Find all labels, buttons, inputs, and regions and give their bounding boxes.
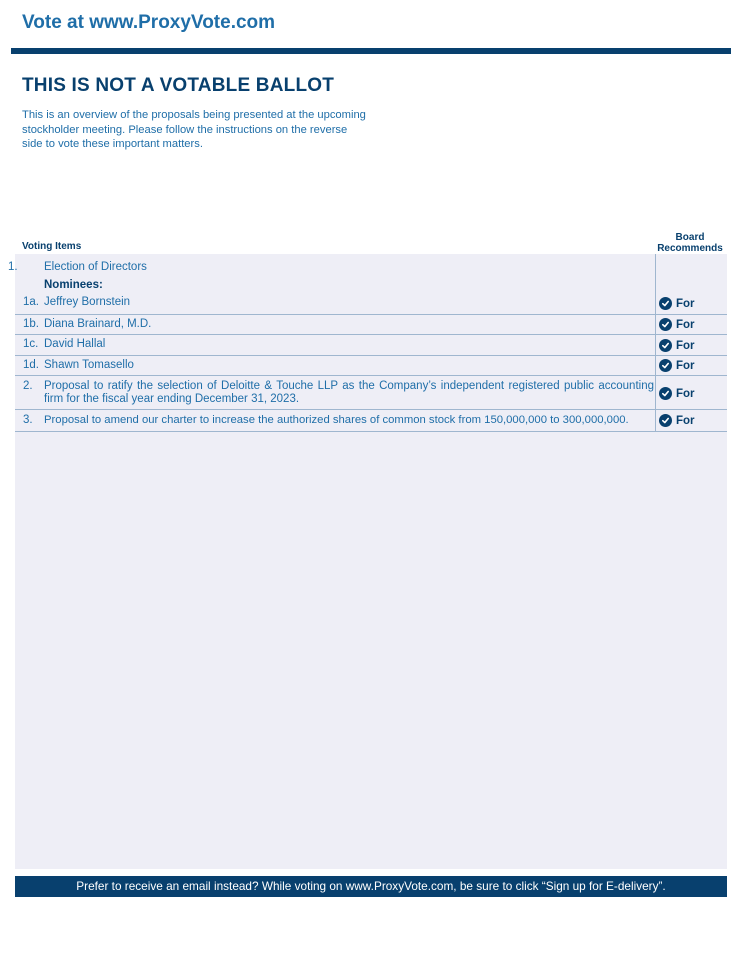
- item-number: 1a.: [23, 296, 39, 308]
- table-row: [15, 335, 727, 356]
- recommendation-label: For: [676, 339, 695, 352]
- check-circle-icon: [659, 339, 672, 352]
- table-row: [15, 254, 727, 315]
- check-circle-icon: [659, 318, 672, 331]
- item-number: 1d.: [23, 359, 39, 371]
- item-text: Diana Brainard, M.D.: [44, 318, 152, 330]
- item-text: Jeffrey Bornstein: [44, 296, 131, 308]
- item-text: David Hallal: [44, 338, 106, 350]
- recommendation-label: For: [676, 297, 695, 310]
- column-header-voting-items: Voting Items: [22, 241, 82, 252]
- recommendation-label: For: [676, 359, 695, 372]
- recommendation-label: For: [676, 414, 695, 427]
- column-header-board-recommends: [652, 232, 728, 254]
- check-circle-icon: [659, 297, 672, 310]
- item-number: 3.: [23, 414, 33, 426]
- item-number: 1.: [8, 261, 18, 273]
- column-header-board-line2: Recommends: [657, 243, 723, 254]
- item-text: Election of Directors: [44, 261, 147, 273]
- recommendation: [659, 339, 695, 352]
- recommendation: [659, 359, 695, 372]
- check-circle-icon: [659, 359, 672, 372]
- recommendation: [659, 318, 695, 331]
- recommendation-label: For: [676, 387, 695, 400]
- nominees-label: Nominees:: [44, 279, 103, 291]
- table-row: [15, 376, 727, 410]
- footer-banner: Prefer to receive an email instead? While voting on www.ProxyVote.com, be sure to click “Sign up for E-delivery”.: [15, 876, 727, 897]
- recommendation-label: For: [676, 318, 695, 331]
- recommendation: [659, 414, 695, 427]
- item-text: Shawn Tomasello: [44, 359, 134, 371]
- notice-title: THIS IS NOT A VOTABLE BALLOT: [22, 75, 335, 96]
- item-number: 2.: [23, 380, 33, 392]
- check-circle-icon: [659, 387, 672, 400]
- check-circle-icon: [659, 414, 672, 427]
- header-divider: [11, 48, 731, 54]
- table-row: [15, 410, 727, 432]
- recommendation: [659, 387, 695, 400]
- intro-text: This is an overview of the proposals being presented at the upcoming stockholder meeting. Please follow the instructions on the reverse side to vote these important matters.: [22, 109, 366, 150]
- item-number: 1c.: [23, 338, 39, 350]
- item-number: 1b.: [23, 318, 39, 330]
- table-row: [15, 356, 727, 376]
- recommendation: [659, 297, 695, 310]
- item-text: Proposal to amend our charter to increase the authorized shares of common stock from 150,000,000 to 300,000,000.: [44, 414, 629, 426]
- column-header-board-line1: Board: [675, 232, 705, 243]
- table-row: [15, 315, 727, 335]
- item-text: Proposal to ratify the selection of Deloitte & Touche LLP as the Company’s independent registered public accounting firm for the fiscal year ending December 31, 2023.: [44, 380, 654, 405]
- header-title: Vote at www.ProxyVote.com: [22, 12, 276, 33]
